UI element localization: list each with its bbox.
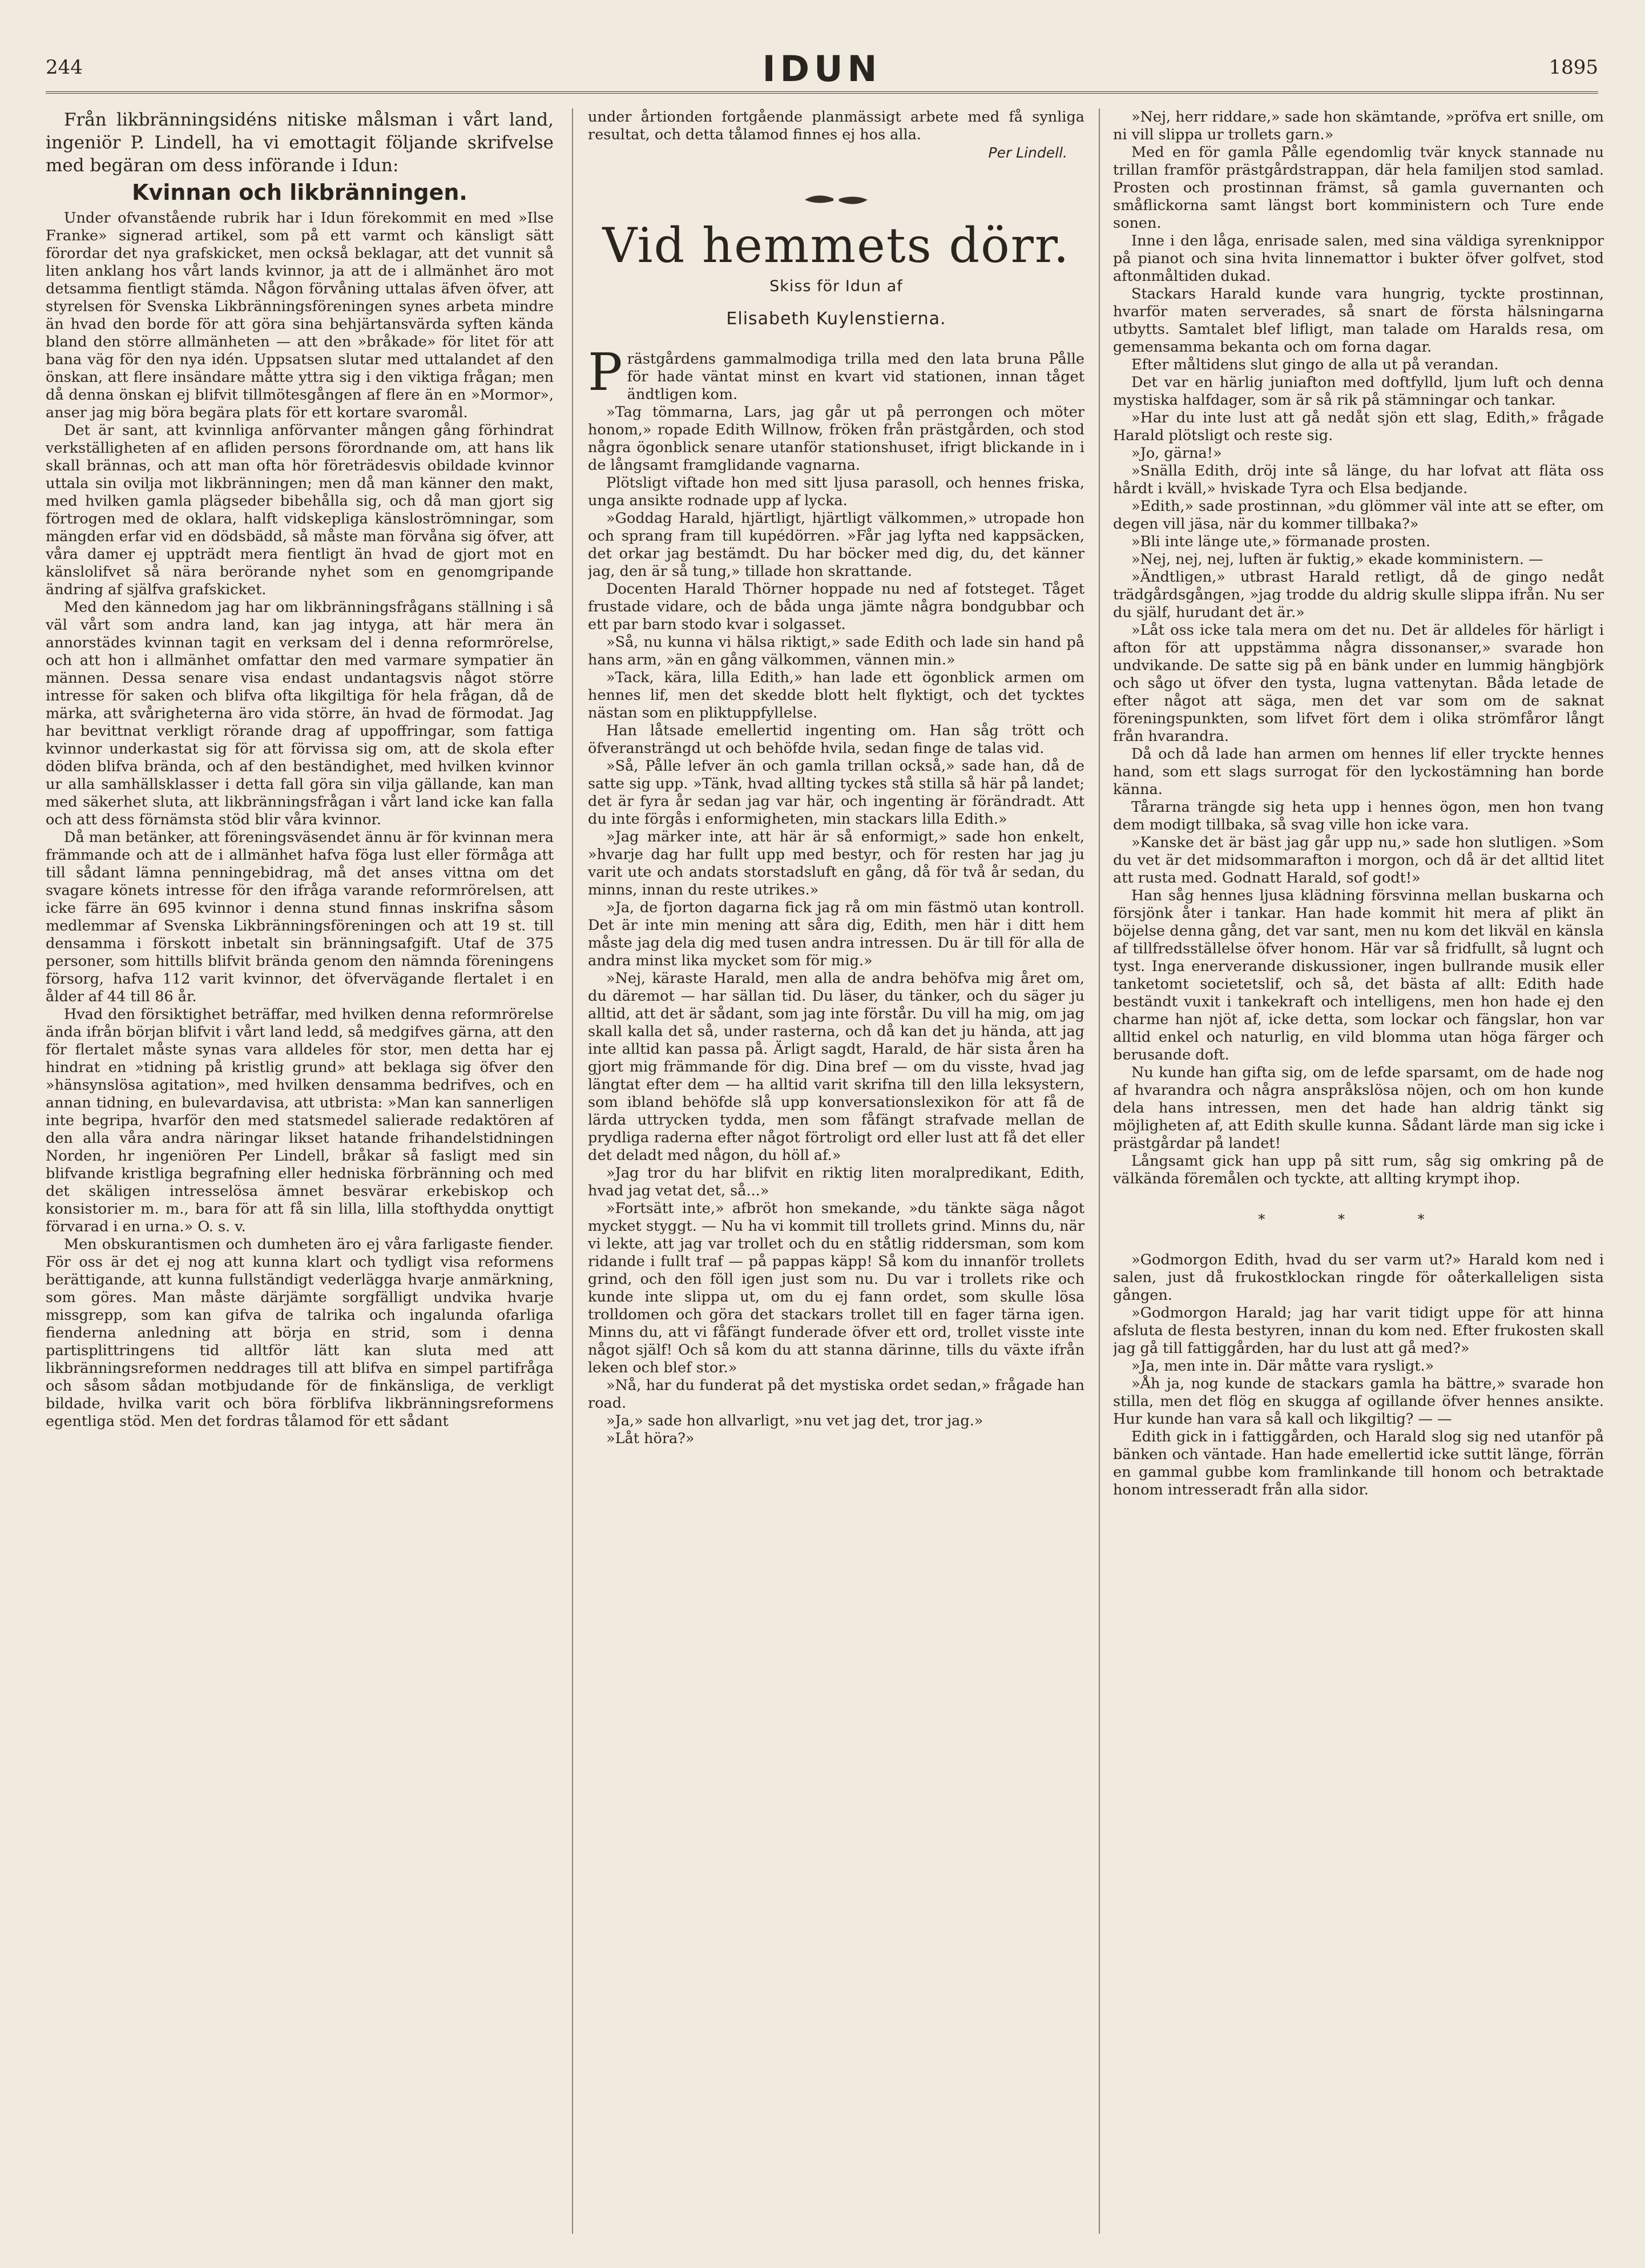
column-1 bbox=[46, 108, 554, 2234]
section-break-stars: * * * bbox=[1258, 1211, 1459, 1227]
paragraph: »Bli inte länge ute,» förmanade prosten. bbox=[1131, 533, 1430, 550]
paragraph: »Snälla Edith, dröj inte så länge, du har lofvat att fläta oss hårdt i kväll,» hviskade Tyra och Elsa bedjande. bbox=[1113, 462, 1604, 497]
story-subtitle: Skiss för Idun af bbox=[769, 277, 903, 295]
paragraph: Stackars Harald kunde vara hungrig, tyckte prostinnan, hvarför maten serverades, så snart de första hälsningarna utbytts. Samtalet blef lifligt, man talade om Haralds resa, om gemensamma bekanta och om forna dagar. bbox=[1113, 285, 1604, 356]
section-title: Kvinnan och likbränningen. bbox=[132, 180, 467, 205]
column-divider bbox=[1099, 108, 1100, 2234]
paragraph: »Låt oss icke tala mera om det nu. Det är alldeles för härligt i afton för att uppstämma några dissonanser,» svarade hon undvikande. De satte sig på en bänk under en lummig hängbjörk och sågo ut öfver den tysta, lugna vattenytan. Båda letade de efter något att säga, men det var som om de saknat föreningspunkten, som lifvet fört dem i olika strömfåror långt från hvarandra. bbox=[1113, 622, 1604, 745]
paragraph: »Nej, nej, nej, luften är fuktig,» ekade komministern. — bbox=[1131, 551, 1543, 568]
story-body-continued-2 bbox=[1113, 1251, 1604, 1499]
drop-cap: P bbox=[588, 343, 623, 402]
paragraph: Plötsligt viftade hon med sitt ljusa parasoll, och hennes friska, unga ansikte rodnade upp af lycka. bbox=[588, 474, 1084, 509]
header-rule bbox=[46, 91, 1598, 94]
column-2 bbox=[588, 108, 1084, 2234]
paragraph: Det var en härlig juniafton med doftfylld, ljum luft och denna mystiska halfdager, som är så rik på stämningar och tankar. bbox=[1113, 374, 1604, 409]
paragraph: »Låt höra?» bbox=[606, 1430, 695, 1447]
story-first-paragraph: Prästgårdens gammalmodiga trilla med den lata bruna Pålle för hade väntat minst en kvart vid stationen, innan tåget ändtligen kom. bbox=[588, 343, 1084, 403]
paragraph: Efter måltidens slut gingo de alla ut på verandan. bbox=[1131, 356, 1499, 373]
paragraph: »Tag tömmarna, Lars, jag går ut på perrongen och möter honom,» ropade Edith Willnow, fröken från prästgården, och stod några ögonblick senare utanför stationshuset, ifrigt blickande in i de långsamt framglidande vagnarna. bbox=[588, 404, 1084, 474]
paragraph: »Kanske det är bäst jag går upp nu,» sade hon slutligen. »Som du vet är det midsommarafton i morgon, och då är det alltid litet att rusta med. Godnatt Harald, sof godt!» bbox=[1113, 834, 1604, 887]
paragraph: »Godmorgon Harald; jag har varit tidigt uppe för att hinna afsluta de flesta bestyren, innan du kom ned. Efter frukosten skall jag gå till fattiggården, har du lust att gå med?» bbox=[1113, 1304, 1604, 1357]
paragraph: »Ja, de fjorton dagarna fick jag rå om min fästmö utan kontroll. Det är inte min mening att såra dig, Edith, men här i ditt hem måste jag dela dig med tusen andra intressen. Du är till för alla de andra minst lika mycket som för mig.» bbox=[588, 899, 1084, 969]
masthead: IDUN bbox=[762, 48, 882, 90]
paragraph: »Jag märker inte, att här är så enformigt,» sade hon enkelt, »hvarje dag har fullt upp med bestyr, och för resten har jag ju varit ute och andats storstadsluft en gång, då för två år sedan, du minns, innan du reste utrikes.» bbox=[588, 828, 1084, 899]
paragraph: »Tack, kära, lilla Edith,» han lade ett ögonblick armen om hennes lif, men det skedde blott helt flyktigt, och det tycktes nästan som en pliktuppfyllelse. bbox=[588, 669, 1084, 722]
paragraph: Under ofvanstående rubrik har i Idun förekommit en med »Ilse Franke» signerad artikel, som på ett varmt och känsligt sätt förordar det nya grafskicket, men också beklagar, att det vunnit så liten anklang hos vårt lands kvinnor, ja att de i allmänhet äro mot detsamma fientligt stämda. Någon förvåning uttalas äfven öfver, att styrelsen för Svenska Likbränningsföreningen synes arbeta mindre än hvad den borde för att göra sina behjärtansvärda syften kända bland den större allmänheten — att den »bråkade» för litet för att bana väg för den nya idén. Uppsatsen slutar med uttalandet af den önskan, att flere insändare måtte yttra sig i den viktiga frågan; men då denna önskan ej blifvit tillmötesgången af flere än en »Mormor», anser jag mig böra begära plats för ett kortare svaromål. bbox=[46, 210, 554, 421]
paragraph: »Ja, men inte in. Där måtte vara rysligt.» bbox=[1131, 1357, 1434, 1375]
ornament-divider bbox=[588, 190, 1084, 214]
paragraph: »Ändtligen,» utbrast Harald retligt, då de gingo nedåt trädgårdsgången, »jag trodde du aldrig skulle slippa ifrån. Nu ser du själf, hurudant det är.» bbox=[1113, 569, 1604, 621]
article-body bbox=[46, 210, 554, 1431]
article-continuation: under årtionden fortgående planmässigt arbete med få synliga resultat, och detta tålamod finnes ej hos alla. bbox=[588, 108, 1084, 143]
paragraph: »Nej, herr riddare,» sade hon skämtande, »pröfva ert snille, om ni vill slippa ur trollets garn.» bbox=[1113, 108, 1604, 143]
paragraph: »Edith,» sade prostinnan, »du glömmer väl inte att se efter, om degen vill jäsa, när du kommer tillbaka?» bbox=[1113, 498, 1604, 533]
paragraph: »Nej, käraste Harald, men alla de andra behöfva mig året om, du däremot — har sällan tid. Du läser, du tänker, och du säger ju alltid, att det är sådant, som jag inte förstår. Du vill ha mig, om jag skall kalla det så, under rasterna, och då kan det ju hända, att jag inte alltid kan passa på. Ärligt sagdt, Harald, de här sista åren ha gjort mig främmande för dig. Dina bref — om du visste, hvad jag längtat efter dem — ha alltid varit skrifna till den lilla leksystern, som ibland behöfde slå upp konversationslexikon för att få de lärda uttrycken tydda, men som fåfängt strafvade mellan de prydliga raderna efter något förtroligt ord eller lust att få det eller det deladt med någon, du höll af.» bbox=[588, 970, 1084, 1164]
paragraph: Det är sant, att kvinnliga anförvanter mången gång förhindrat verkställigheten af en afliden persons förordnande om, att hans lik skall brännas, och att man ofta hör företrädesvis obildade kvinnor uttala sin ovilja mot likbränningen; men då man känner den makt, med hvilken gamla plägseder bibehålla sig, och då man gjort sig förtrogen med de oklara, halft vidskepliga känsloströmningar, som mängden erfar vid en dödsbädd, så måste man förvåna sig öfver, att våra damer ej uppträdt mera fientligt än hvad de gjort mot en känslolifvet så nära berörande nyhet som en genomgripande ändring af själfva grafskicket. bbox=[46, 422, 554, 598]
paragraph: »Så, Pålle lefver än och gamla trillan också,» sade han, då de satte sig upp. »Tänk, hvad allting tyckes stå stilla så här på landet; det är fyra år sedan jag var här, och ingenting är förändradt. Att du inte förgås i enformigheten, min stackars lilla Edith.» bbox=[588, 758, 1084, 828]
paragraph: »Åh ja, nog kunde de stackars gamla ha bättre,» svarade hon stilla, men det flög en skugga af ogillande öfver hennes ansikte. Hur kunde han vara så kall och likgiltig? — — bbox=[1113, 1375, 1604, 1428]
paragraph: »Fortsätt inte,» afbröt hon smekande, »du tänkte säga något mycket styggt. — Nu ha vi kommit till trollets grind. Minns du, när vi lekte, att jag var trollet och du en ståtlig riddersman, som kom ridande i fullt traf — på pappas käpp! Så kom du innanför trollets grind, och den föll igen just som nu. Du var i trollets rike och kunde inte slippa ut, om du ej fann ordet, som skulle lösa trolldomen och göra det stackars trollet till en fager tärna igen. Minns du, att vi fåfängt funderade öfver ett ord, trollet visste inte något själf! Och så kom du att stanna därinne, tills du växte ifrån leken och blef stor.» bbox=[588, 1200, 1084, 1376]
page-number: 244 bbox=[46, 56, 83, 79]
paragraph: »Ja,» sade hon allvarligt, »nu vet jag det, tror jag.» bbox=[606, 1412, 983, 1429]
paragraph: Men obskurantismen och dumheten äro ej våra farligaste fiender. För oss är det ej nog att kunna klart och tydligt visa reformens berättigande, att kunna fullständigt vederlägga hvarje anmärkning, som göres. Man måste därjämte sorgfälligt undvika hvarje missgrepp, som kan gifva de talrika och ingalunda ofarliga fienderna anledning att börja en strid, som i denna partisplittringens tid alltför lätt kan sluta med att likbränningsreformen neddrages till att blifva en simpel partifråga och såsom sådan motbjudande för de finkänsliga, de verkligt bildade, hvilka varit och böra förblifva likbränningsreformens egentliga stöd. Men det fordras tålamod för ett sådant bbox=[46, 1236, 554, 1430]
paragraph: Långsamt gick han upp på sitt rum, såg sig omkring på de välkända föremålen och tyckte, att allting krympt ihop. bbox=[1113, 1153, 1604, 1187]
paragraph: Då man betänker, att föreningsväsendet ännu är för kvinnan mera främmande och att de i allmänhet hafva föga lust eller förmåga att till sådant lämna penningebidrag, må det anses vittna om det svagare könets intresse för den ifråga varande reformrörelsen, att icke färre än 695 kvinnor i denna stund finnas inskrifna såsom medlemmar af Svenska Likbränningsföreningen och att 19 st. till densamma i förskott inbetalt sin bränningsafgift. Utaf de 375 personer, som hittills blifvit brända genom den nämnda föreningens försorg, hafva 112 varit kvinnor, det öfvervägande flertalet i en ålder af 44 till 86 år. bbox=[46, 829, 554, 1005]
paragraph: Tårarna trängde sig heta upp i hennes ögon, men hon tvang dem modigt tillbaka, så svag ville hon icke vara. bbox=[1113, 799, 1604, 833]
paragraph: Inne i den låga, enrisade salen, med sina väldiga syrenknippor på pianot och sina hvita linnemattor i bukter öfver golfvet, stod aftonmåltiden dukad. bbox=[1113, 232, 1604, 285]
paragraph: »Har du inte lust att gå nedåt sjön ett slag, Edith,» frågade Harald plötsligt och reste sig. bbox=[1113, 409, 1604, 444]
paragraph: »Jo, gärna!» bbox=[1131, 445, 1222, 462]
paragraph: Edith gick in i fattiggården, och Harald slog sig ned utanför på bänken och väntade. Han hade emellertid icke suttit länge, förrän en gammal gubbe kom framlinkande till honom och betraktade honom intresseradt från alla sidor. bbox=[1113, 1428, 1604, 1498]
paragraph: Han såg hennes ljusa klädning försvinna mellan buskarna och försjönk åter i tankar. Han hade kommit hit mera af plikt än böjelse denna gång, det var sant, men nu kom det likväl en känsla af tillfredsställelse öfver honom. Här var så fridfullt, så lugnt och tyst. Inga enerverande diskussioner, ingen bullrande musik eller tanketomt societetslif, och så, det bästa af allt: Edith hade beständt vuxit i tankekraft och intelligens, men hon hade ej den charme han njöt af, icke detta, som lockar och fängslar, hon var alltid enkel och naturlig, en vild blomma utan höga färger och berusande doft. bbox=[1113, 887, 1604, 1063]
page-header bbox=[46, 48, 1598, 88]
paragraph: Docenten Harald Thörner hoppade nu ned af fotsteget. Tåget frustade vidare, och de båda unga jämte några bondgubbar och ett par barn stodo kvar i solgasset. bbox=[588, 581, 1084, 633]
paragraph: Hvad den försiktighet beträffar, med hvilken denna reformrörelse ända ifrån början blifvit i vårt land ledd, så medgifves gärna, att den för flertalet måste synas vara alldeles för stor, men detta har ej hindrat en »tidning på kristlig grund» att beklaga sig öfver den »hänsynslösa agitation», med hvilken densamma bedrifves, och en annan tidning, en bulevardavisa, att utbrista: »Man kan sannerligen inte begripa, hvarför den med statsmedel salierade redaktören af den alla våra andra näringar likset hatande frihandelstidningen Norden, hr ingeniören Per Lindell, bråkar så fasligt med sin blifvande kristliga begrafning eller hedniska förbränning och med det skäligen intresselösa ämnet besvärar erkebiskop och konsistorier m. m., bara för att få sin lilla, lilla stofthydda onyttigt förvarad i en urna.» O. s. v. bbox=[46, 1006, 554, 1235]
paragraph: »Nå, har du funderat på det mystiska ordet sedan,» frågade han road. bbox=[588, 1377, 1084, 1412]
paragraph: Han låtsade emellertid ingenting om. Han såg trött och öfveransträngd ut och behöfde hvila, sedan finge de talas vid. bbox=[588, 722, 1084, 757]
intro-paragraph: Från likbränningsidéns nitiske målsman i vårt land, ingeniör P. Lindell, ha vi emottagit följande skrifvelse med begäran om dess införande i Idun: bbox=[46, 110, 554, 176]
column-divider bbox=[572, 108, 573, 2234]
paragraph: »Så, nu kunna vi hälsa riktigt,» sade Edith och lade sin hand på hans arm, »än en gång välkommen, vännen min.» bbox=[588, 634, 1084, 668]
year: 1895 bbox=[1549, 56, 1598, 79]
signature: Per Lindell. bbox=[988, 144, 1067, 161]
story-title: Vid hemmets dörr. bbox=[602, 217, 1070, 273]
paragraph: Nu kunde han gifta sig, om de lefde sparsamt, om de hade nog af hvarandra och några anspråkslösa nöjen, och om hon kunde dela hans intressen, men det hade han aldrig tänkt sig möjligheten af, att Edith skulle kunna. Sådant lärde man sig icke i prästgårdar på landet! bbox=[1113, 1064, 1604, 1152]
story-body bbox=[588, 404, 1084, 1448]
paragraph: Med den kännedom jag har om likbränningsfrågans ställning i så väl vårt som andra land, kan jag intyga, att här mera än annorstädes kvinnan tagit en verksam del i denna reformrörelse, och att hon i allmänhet omfattar den med varmare sympatier än männen. Dessa senare visa endast undantagsvis något större intresse för saken och blifva ofta likgiltiga för hela frågan, då de märka, att svårigheterna äro vida större, än hvad de förmodat. Jag har bevittnat verkligt rörande drag af uppoffringar, som fattiga kvinnor underkastat sig för att förvissa sig om, att de skola efter döden blifva brända, och af den beständighet, med hvilken kvinnor ur alla samhällsklasser i detta fall göra sin vilja gällande, kan man med säkerhet sluta, att likbränningsfrågan i vårt land icke kan falla och att dess förnämsta stöd blir våra kvinnor. bbox=[46, 599, 554, 828]
column-3 bbox=[1113, 108, 1604, 2234]
story-body-continued bbox=[1113, 108, 1604, 1188]
paragraph: Med en för gamla Pålle egendomlig tvär knyck stannade nu trillan framför prästgårdstrappan, där hela familjen stod samlad. Prosten och prostinnan främst, så gamla guvernanten och småflickorna samt längst bort komministern och Ture ende sonen. bbox=[1113, 144, 1604, 232]
story-author: Elisabeth Kuylenstierna. bbox=[726, 309, 946, 329]
paragraph: »Godmorgon Edith, hvad du ser varm ut?» Harald kom ned i salen, just då frukostklockan ringde för oåterkalleligen sista gången. bbox=[1113, 1251, 1604, 1304]
paragraph: Då och då lade han armen om hennes lif eller tryckte hennes hand, som ett slags surrogat för den lyckostämning han borde känna. bbox=[1113, 746, 1604, 798]
paragraph: »Jag tror du har blifvit en riktig liten moralpredikant, Edith, hvad jag vetat det, så...» bbox=[588, 1165, 1084, 1199]
paragraph: »Goddag Harald, hjärtligt, hjärtligt välkommen,» utropade hon och sprang fram till kupédörren. »Får jag lyfta ned kappsäcken, det orkar jag bestämdt. Du har böcker med dig, du, det känner jag, den är så tung,» tillade hon skrattande. bbox=[588, 510, 1084, 580]
